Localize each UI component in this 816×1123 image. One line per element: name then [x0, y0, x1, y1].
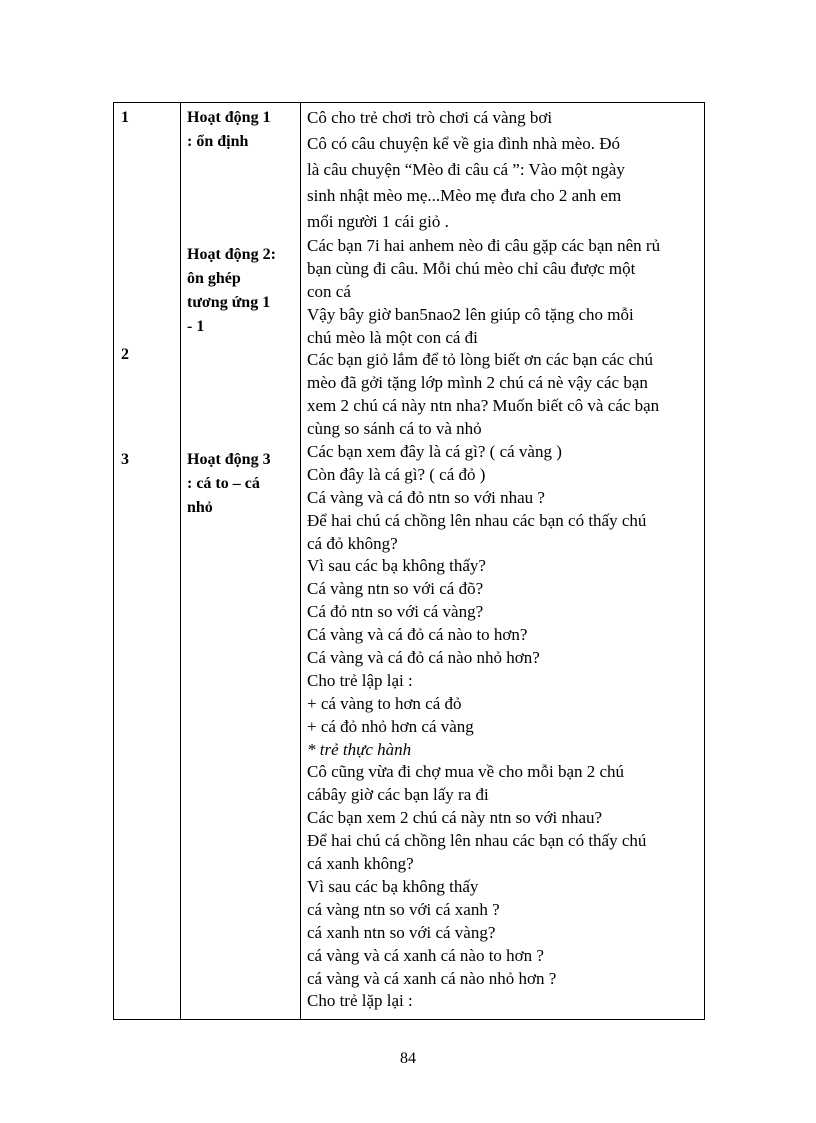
activity-2-line: ôn ghép [187, 270, 241, 287]
content-line: chú mèo là một con cá đi [307, 327, 478, 347]
lesson-plan-table [113, 102, 705, 1020]
activity-2-line: - 1 [187, 318, 205, 335]
activity-content [301, 103, 704, 1019]
content-line: cá đỏ không? [307, 533, 398, 553]
content-line: Cho trẻ lặp lại : [307, 991, 413, 1011]
activity-2-line: tương ứng 1 [187, 294, 271, 311]
activity-3-line: Hoạt động 3 [187, 451, 271, 468]
content-line: Cô cũng vừa đi chợ mua về cho mỗi bạn 2 chú [307, 762, 625, 782]
content-line: cùng so sánh cá to và nhỏ [307, 419, 482, 439]
content-line: Cá vàng ntn so với cá đõ? [307, 579, 484, 599]
content-line: Cô cho trẻ chơi trò chơi cá vàng bơi [307, 108, 553, 127]
activity-2-line: Hoạt động 2: [187, 246, 276, 263]
content-line: + cá vàng to hơn cá đỏ [307, 693, 462, 713]
content-line: cá vàng và cá xanh cá nào to hơn ? [307, 945, 544, 965]
content-line: Vì sau các bạ không thấy? [307, 556, 486, 576]
content-line: Để hai chú cá chồng lên nhau các bạn có thấy chú [307, 510, 647, 530]
content-line: cá vàng và cá xanh cá nào nhỏ hơn ? [307, 968, 557, 988]
content-line: Cho trẻ lập lại : [307, 670, 413, 690]
content-line: Còn đây là cá gì? ( cá đỏ ) [307, 464, 486, 484]
content-line: Vậy bây giờ ban5nao2 lên giúp cô tặng cho mỗi [307, 304, 634, 324]
activity-1 [187, 106, 299, 154]
content-line: * trẻ thực hành [307, 739, 412, 759]
page-number: 84 [400, 1050, 416, 1067]
activity-3-line: nhỏ [187, 499, 213, 516]
row-number-1: 1 [121, 109, 129, 126]
content-line: cá vàng ntn so với cá xanh ? [307, 899, 500, 919]
activity-2 [187, 243, 299, 339]
content-line: Vì sau các bạ không thấy [307, 876, 479, 896]
content-line: Các bạn giỏ lắm để tỏ lòng biết ơn các bạn các chú [307, 350, 654, 370]
content-line: mổi người 1 cái giỏ . [307, 212, 449, 231]
content-line: + cá đỏ nhỏ hơn cá vàng [307, 716, 474, 736]
row-number-3: 3 [121, 451, 129, 468]
activity-1-line: Hoạt động 1 [187, 109, 271, 126]
content-line: cábây giờ các bạn lấy ra đi [307, 785, 489, 805]
content-line: Cô có câu chuyện kể về gia đình nhà mèo. Đó [307, 134, 620, 153]
activity-column [181, 103, 301, 1020]
activity-3-line: : cá to – cá [187, 475, 260, 492]
activity-3 [187, 448, 299, 520]
activity-1-line: : ổn định [187, 133, 249, 150]
content-column [301, 103, 705, 1020]
number-column [114, 103, 181, 1020]
content-line: Cá vàng và cá đỏ ntn so với nhau ? [307, 487, 545, 507]
content-line: cá xanh không? [307, 854, 414, 874]
table-row [114, 103, 705, 1020]
content-line: Cá đỏ ntn so với cá vàng? [307, 602, 484, 622]
content-line: Các bạn 7i hai anhem nèo đi câu gặp các bạn nên rủ [307, 236, 661, 255]
content-line: cá xanh ntn so với cá vàng? [307, 922, 496, 942]
content-line: bạn cùng đi câu. Mỗi chú mèo chỉ câu được một [307, 258, 636, 278]
content-line: Các bạn xem đây là cá gì? ( cá vàng ) [307, 442, 562, 462]
content-line: Cá vàng và cá đỏ cá nào to hơn? [307, 625, 528, 645]
content-line: Cá vàng và cá đỏ cá nào nhỏ hơn? [307, 648, 540, 668]
content-line: mèo đã gởi tặng lớp mình 2 chú cá nè vậy các bạn [307, 373, 648, 393]
content-line: sinh nhật mèo mẹ...Mèo mẹ đưa cho 2 anh em [307, 186, 622, 205]
content-line: Để hai chú cá chồng lên nhau các bạn có thấy chú [307, 831, 647, 851]
content-line: Các bạn xem 2 chú cá này ntn so với nhau? [307, 808, 603, 828]
row-number-2: 2 [121, 346, 129, 363]
content-line: là câu chuyện “Mèo đi câu cá ”: Vào một ngày [307, 160, 625, 179]
content-line: con cá [307, 281, 351, 301]
content-line: xem 2 chú cá này ntn nha? Muốn biết cô và các bạn [307, 396, 660, 416]
